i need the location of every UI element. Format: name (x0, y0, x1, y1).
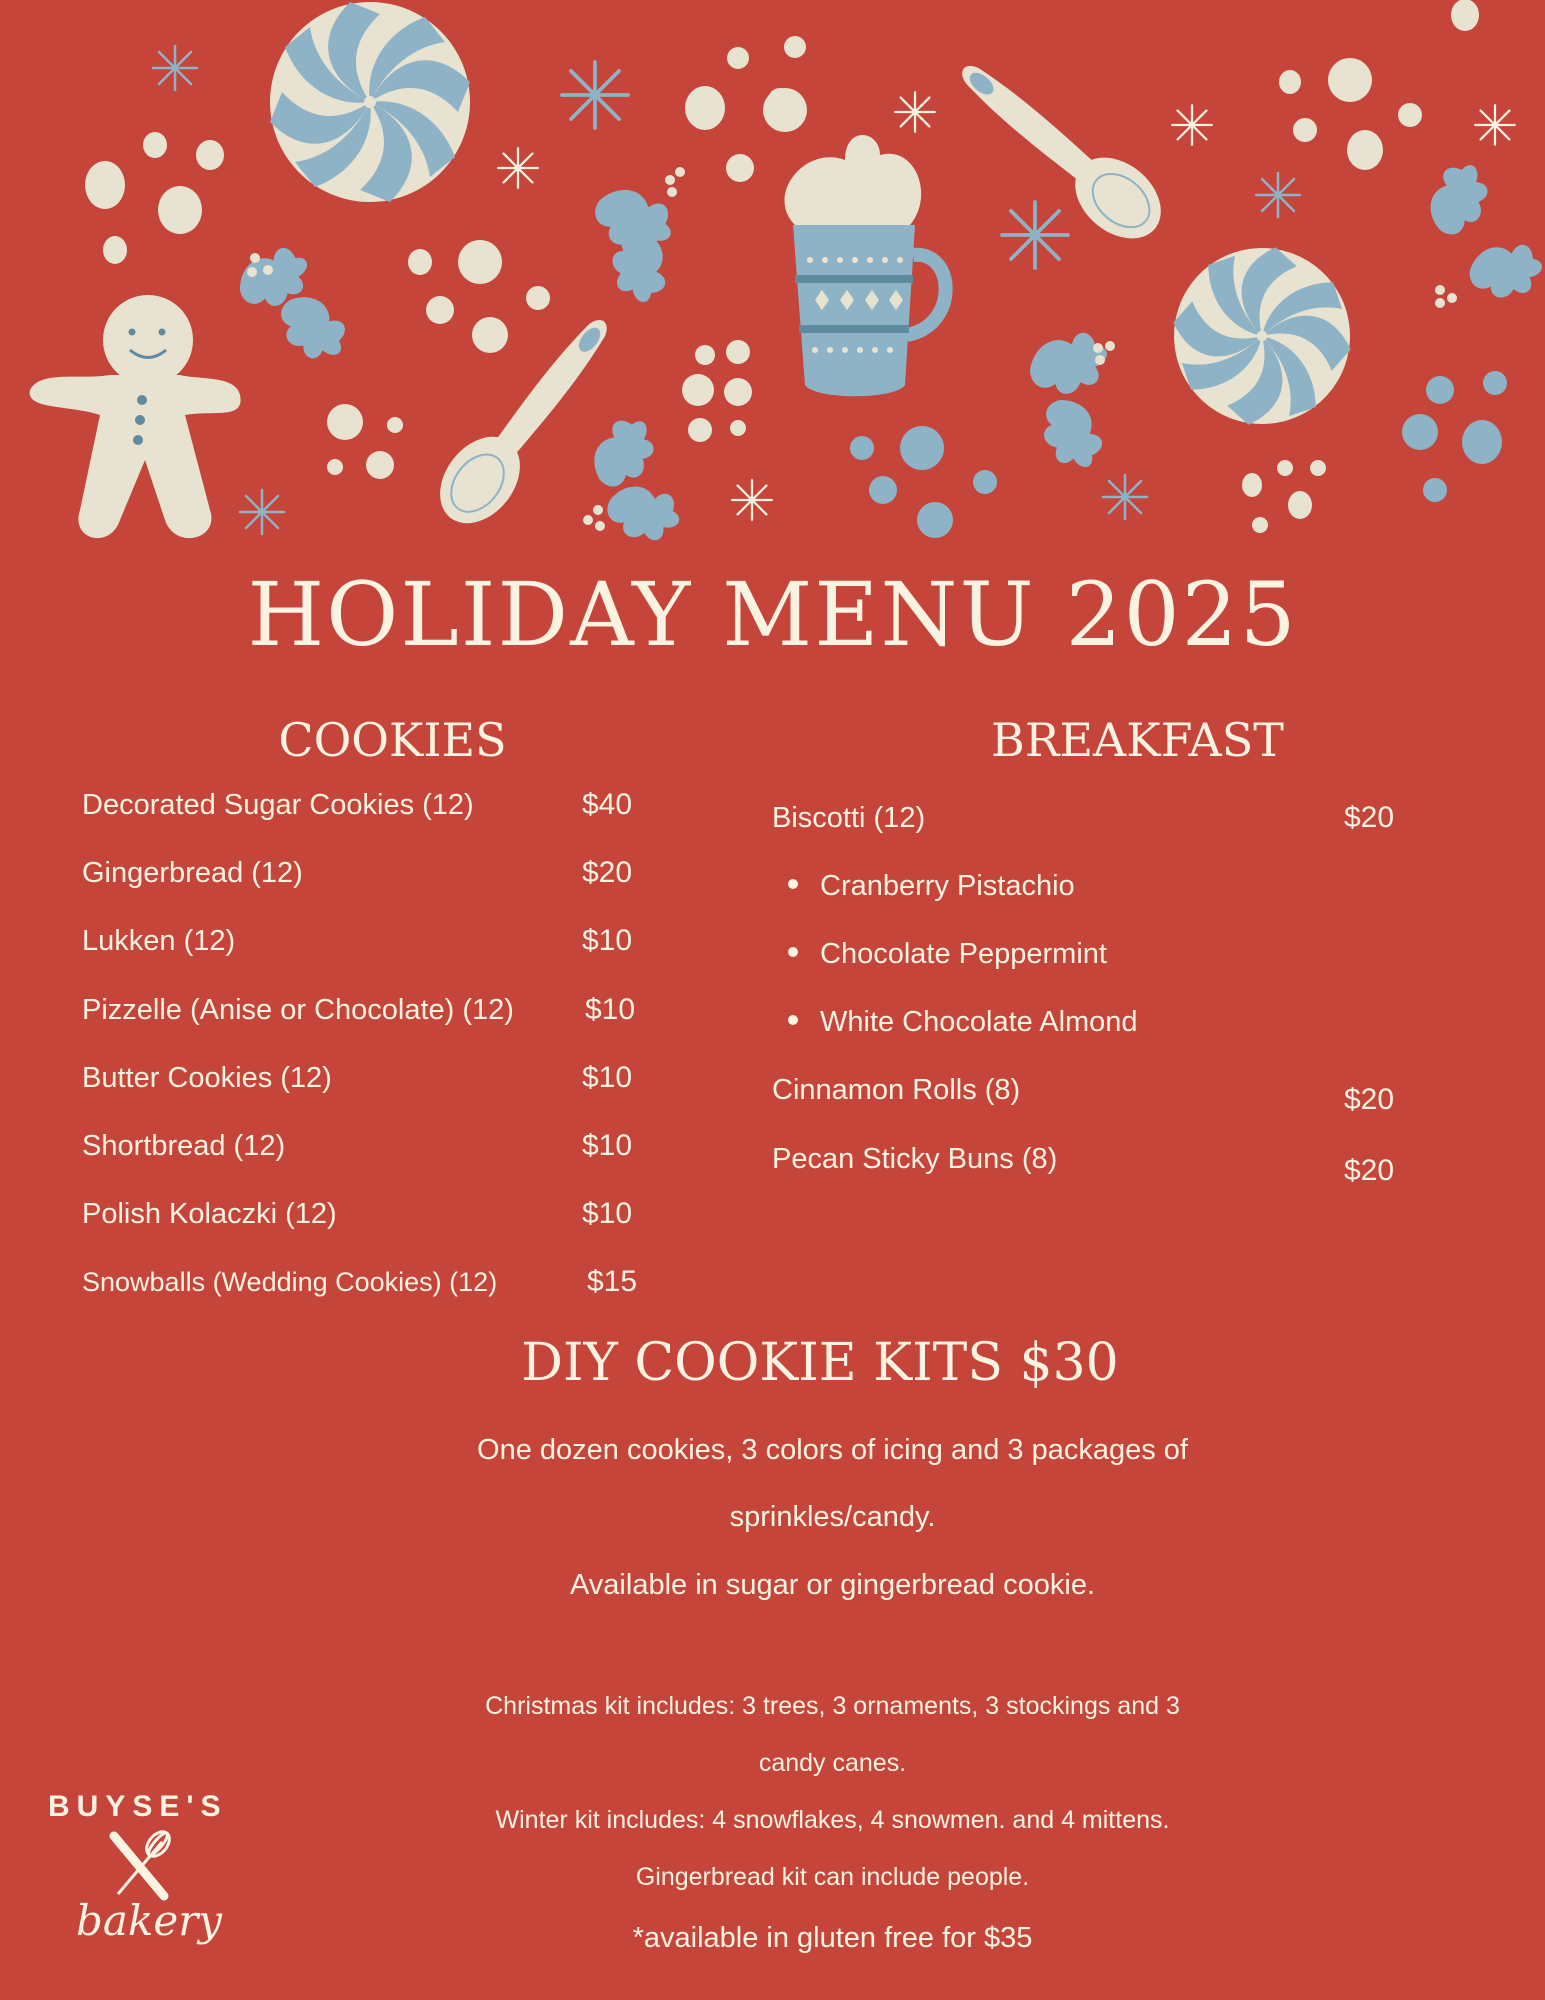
bullet-dot (788, 947, 798, 957)
item-name: Biscotti (12) (772, 802, 926, 834)
gingerbread-kit-text: Gingerbread kit can include people. (635, 1863, 1030, 1891)
flavor-name: Chocolate Peppermint (820, 938, 1107, 970)
cookie-item (82, 785, 642, 825)
biscotti-flavor (788, 934, 1107, 974)
item-price: $10 (582, 1197, 633, 1230)
bullet-dot (788, 1015, 798, 1025)
item-price: $10 (582, 1129, 633, 1162)
gluten-free-note: *available in gluten free for $35 (632, 1922, 1033, 1954)
biscotti-flavor (788, 1002, 1138, 1042)
cookie-item (82, 853, 642, 893)
cookie-item (82, 1058, 642, 1098)
diy-heading: DIY COOKIE KITS $30 (521, 1333, 1119, 1393)
item-name: Gingerbread (12) (82, 857, 303, 889)
item-price: $40 (582, 788, 633, 821)
breakfast-heading: BREAKFAST (991, 713, 1284, 767)
item-price: $10 (582, 924, 633, 957)
item-name: Pizzelle (Anise or Chocolate) (12) (82, 994, 514, 1026)
item-price: $20 (1344, 801, 1395, 834)
logo-brand-text: BUYSE'S (48, 1790, 228, 1823)
christmas-kit-text: candy canes. (758, 1749, 907, 1777)
item-price: $20 (582, 856, 633, 889)
bullet-dot (788, 879, 798, 889)
winter-kit-text: Winter kit includes: 4 snowflakes, 4 snowmen. and 4 mittens. (495, 1806, 1170, 1834)
flavor-name: Cranberry Pistachio (820, 870, 1075, 902)
logo-script-text: bakery (76, 1896, 223, 1945)
item-price: $15 (587, 1265, 638, 1298)
item-name: Pecan Sticky Buns (8) (772, 1143, 1058, 1175)
breakfast-item (772, 1070, 1412, 1116)
diy-description: One dozen cookies, 3 colors of icing and 3 packages of (477, 1434, 1188, 1466)
flavor-name: White Chocolate Almond (820, 1006, 1138, 1038)
item-name: Lukken (12) (82, 925, 236, 957)
cookie-item (82, 1126, 642, 1166)
item-name: Decorated Sugar Cookies (12) (82, 789, 474, 821)
holiday-illustration (0, 0, 1545, 570)
diy-description: sprinkles/candy. (729, 1501, 936, 1533)
page-title: HOLIDAY MENU 2025 (247, 563, 1298, 666)
item-name: Cinnamon Rolls (8) (772, 1074, 1021, 1106)
item-price: $20 (1344, 1154, 1395, 1187)
item-price: $10 (582, 1061, 633, 1094)
cookie-item (82, 1194, 642, 1234)
item-name: Shortbread (12) (82, 1130, 286, 1162)
breakfast-item (772, 798, 1412, 838)
biscotti-flavor (788, 866, 1075, 906)
cookie-item (82, 990, 642, 1030)
breakfast-item (772, 1139, 1412, 1187)
item-name: Butter Cookies (12) (82, 1062, 332, 1094)
item-name: Snowballs (Wedding Cookies) (12) (82, 1267, 498, 1297)
cookie-item (82, 921, 642, 961)
item-price: $20 (1344, 1083, 1395, 1116)
item-price: $10 (585, 993, 636, 1026)
cookies-heading: COOKIES (278, 713, 507, 767)
bakery-logo (40, 1790, 240, 1960)
diy-availability: Available in sugar or gingerbread cookie. (569, 1569, 1096, 1601)
item-name: Polish Kolaczki (12) (82, 1198, 337, 1230)
christmas-kit-text: Christmas kit includes: 3 trees, 3 ornaments, 3 stockings and 3 (485, 1692, 1180, 1720)
cookie-item (82, 1262, 642, 1302)
